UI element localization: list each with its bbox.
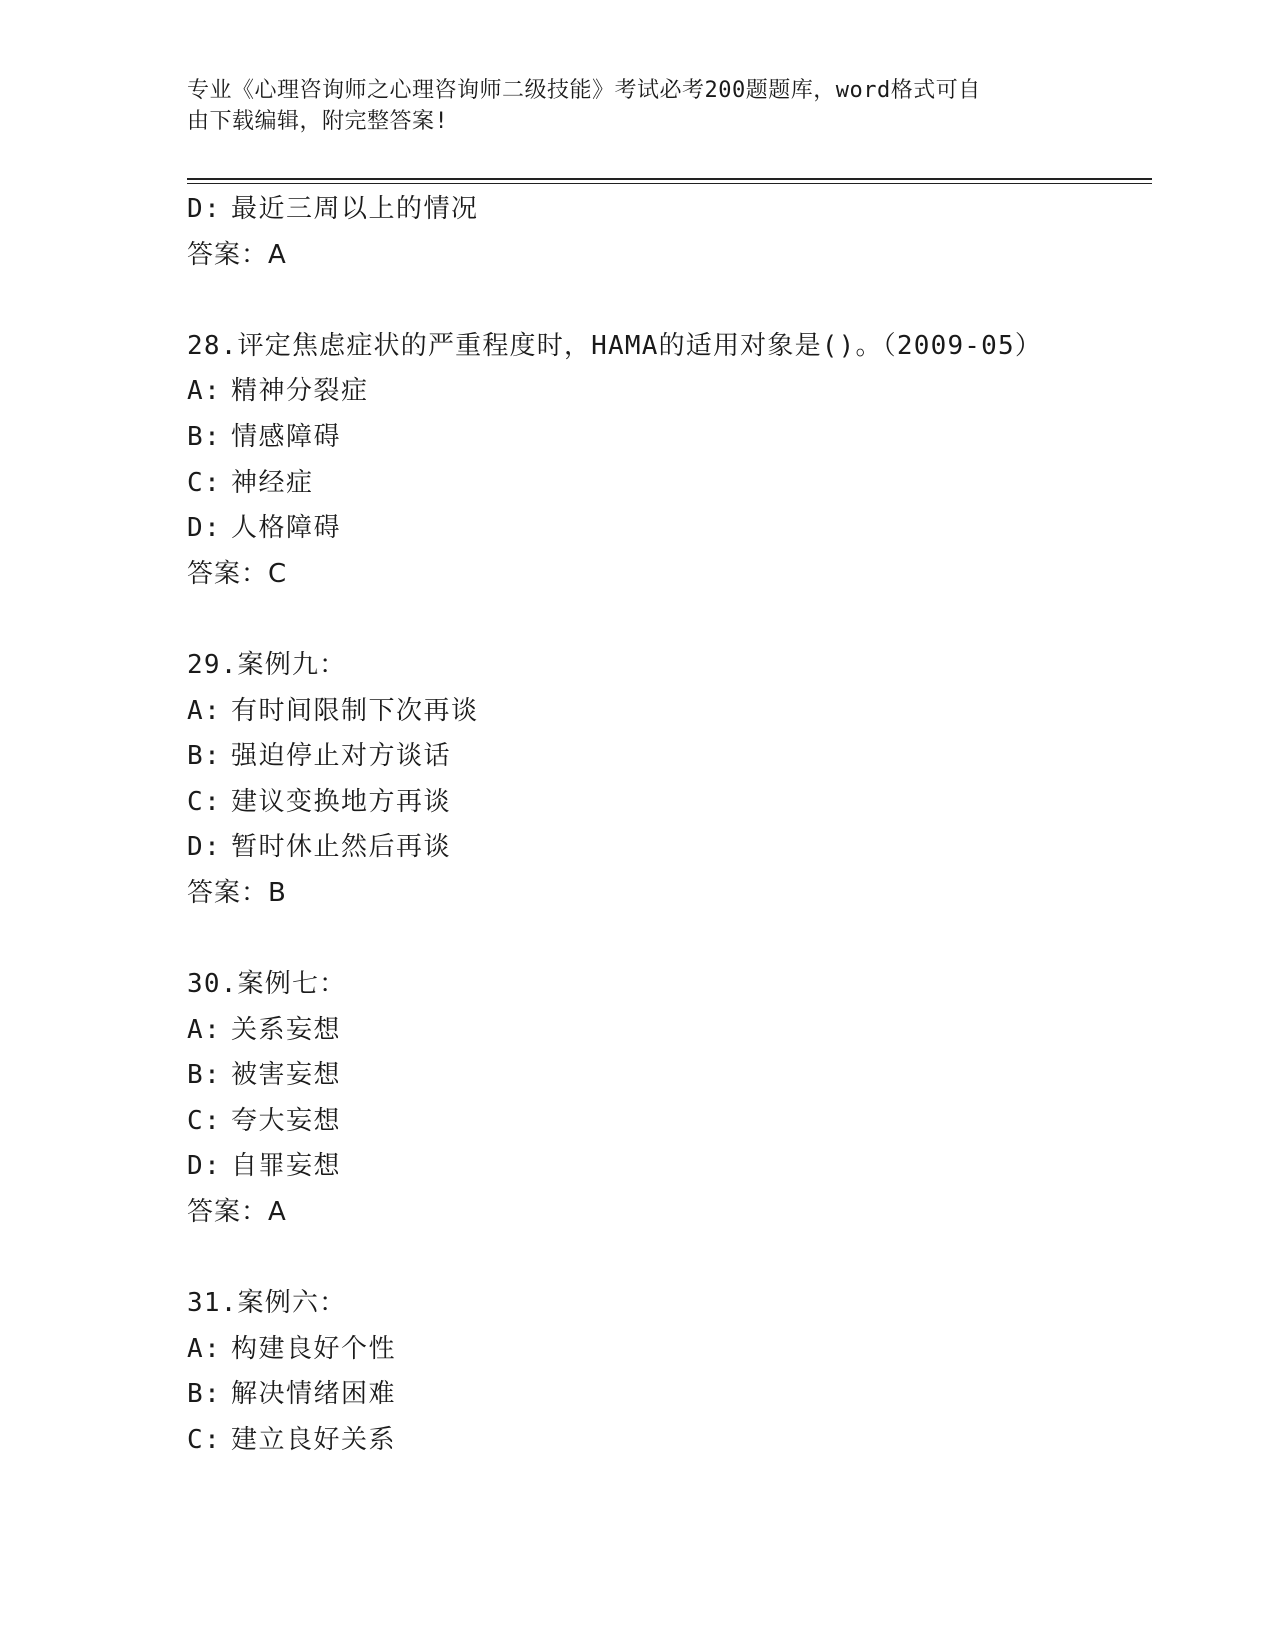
option-key: D: (187, 1151, 222, 1182)
option-a (187, 689, 1152, 735)
question-stem: 31.案例六： (187, 1288, 347, 1319)
answer-line: 答案：C (187, 558, 288, 589)
answer-line: 答案：A (187, 1197, 287, 1228)
option-c (187, 461, 1152, 507)
option-key: A: (187, 1333, 222, 1364)
option-key: B: (187, 1379, 222, 1410)
option-key: B: (187, 741, 222, 772)
option-b (187, 734, 1152, 780)
answer-line: 答案：B (187, 877, 287, 908)
option-key: A: (187, 1014, 222, 1045)
option-text: 有时间限制下次再谈 (231, 695, 479, 726)
option-text: 被害妄想 (231, 1060, 342, 1091)
header-line-2: 由下载编辑，附完整答案! (187, 109, 449, 134)
option-key: C: (187, 1425, 222, 1456)
option-text: 精神分裂症 (231, 376, 369, 407)
option-text: 强迫停止对方谈话 (231, 741, 452, 772)
option-text: 神经症 (231, 467, 314, 498)
question-stem: 30.案例七： (187, 969, 347, 1000)
answer-line: 答案：A (187, 239, 287, 270)
header-line-1: 专业《心理咨询师之心理咨询师二级技能》考试必考200题题库，word格式可自 (187, 78, 981, 103)
spacer (187, 917, 1152, 963)
option-b (187, 415, 1152, 461)
option-a (187, 1327, 1152, 1373)
option-text: 关系妄想 (231, 1014, 342, 1045)
spacer (187, 1236, 1152, 1282)
option-c (187, 780, 1152, 826)
spacer (187, 597, 1152, 643)
option-key: D: (187, 832, 222, 863)
option-d (187, 187, 1152, 233)
option-c (187, 1099, 1152, 1145)
option-key: D: (187, 513, 222, 544)
option-a (187, 369, 1152, 415)
option-text: 情感障碍 (231, 421, 342, 452)
question-stem: 28.评定焦虑症状的严重程度时，HAMA的适用对象是()。（2009-05） (187, 330, 1043, 361)
option-c (187, 1418, 1152, 1464)
option-text: 自罪妄想 (231, 1151, 342, 1182)
option-text: 构建良好个性 (231, 1333, 397, 1364)
spacer (187, 278, 1152, 324)
option-key: C: (187, 786, 222, 817)
option-text: 暂时休止然后再谈 (231, 832, 452, 863)
document-header (187, 75, 1067, 137)
option-text: 人格障碍 (231, 513, 342, 544)
question-stem: 29.案例九： (187, 649, 347, 680)
option-key: B: (187, 421, 222, 452)
option-d (187, 1144, 1152, 1190)
question-list (187, 187, 1152, 1464)
option-b (187, 1053, 1152, 1099)
header-divider-thick (187, 178, 1152, 180)
option-text: 最近三周以上的情况 (231, 194, 479, 224)
option-text: 建议变换地方再谈 (231, 786, 452, 817)
option-key: A: (187, 695, 222, 726)
option-text: 建立良好关系 (231, 1425, 397, 1456)
option-text: 夸大妄想 (231, 1105, 342, 1136)
header-divider-thin (187, 183, 1152, 184)
option-d (187, 506, 1152, 552)
option-key: A: (187, 376, 222, 407)
option-b (187, 1372, 1152, 1418)
option-key: C: (187, 467, 222, 498)
option-text: 解决情绪困难 (231, 1379, 397, 1410)
option-key: D: (187, 194, 222, 224)
option-key: C: (187, 1105, 222, 1136)
option-a (187, 1008, 1152, 1054)
option-key: B: (187, 1060, 222, 1091)
option-d (187, 825, 1152, 871)
